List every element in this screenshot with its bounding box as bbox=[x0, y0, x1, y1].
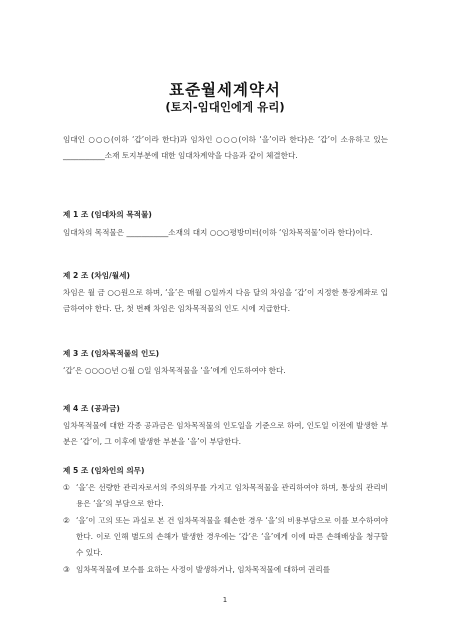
item-text: ‘을’이 고의 또는 과실로 본 건 임차목적물을 훼손한 경우 ‘을’의 비용부담으로 이를 보수하여야 한다. 이로 인해 별도의 손해가 발생한 경우에는 ‘갑’은 ‘을’에게 이에 따른 손해배상을 청구할 수 있다. bbox=[76, 516, 388, 557]
article-5-item-3 bbox=[63, 562, 388, 578]
article-5-item-2 bbox=[63, 513, 388, 561]
article-1-body: 임대차의 목적물은 ___________소재의 대지 ○○○평방미터(이하 ‘임차목적물’이라 한다)이다. bbox=[63, 228, 373, 237]
article-5-item-1 bbox=[63, 480, 388, 512]
item-number: ② bbox=[63, 516, 70, 525]
document-subtitle: (토지-임대인에게 유리) bbox=[165, 100, 285, 114]
item-number: ③ bbox=[63, 565, 70, 574]
item-number: ① bbox=[63, 483, 70, 492]
article-2-body: 차임은 월 금 ○○원으로 하며, ‘을’은 매월 ○일까지 다음 달의 차임을 ‘갑’이 지정한 통장계좌로 입금하여야 한다. 단, 첫 번째 차임은 임차목적물의 인도 시에 지급한다. bbox=[63, 288, 388, 313]
article-3-heading: 제 3 조 (임차목적물의 인도) bbox=[63, 349, 160, 358]
intro-paragraph: 임대인 ○○○(이하 ‘갑’이라 한다)과 임차인 ○○○(이하 ‘을’이라 한다)은 ‘갑’이 소유하고 있는 ___________소재 토지부분에 대한 임대차계약을 다음과 같이 체결한다. bbox=[63, 135, 388, 160]
article-5-heading: 제 5 조 (임차인의 의무) bbox=[63, 466, 145, 475]
document-title: 표준월세계약서 bbox=[169, 81, 281, 99]
article-4-body: 임차목적물에 대한 각종 공과금은 임차목적물의 인도일을 기준으로 하여, 인도일 이전에 발생한 부분은 ‘갑’이, 그 이후에 발생한 부분을 ‘을’이 부담한다. bbox=[63, 421, 388, 446]
article-1-heading: 제 1 조 (임대차의 목적물) bbox=[63, 210, 152, 219]
item-text: ‘을’은 선량한 관리자로서의 주의의무를 가지고 임차목적물을 관리하여야 하며, 통상의 관리비용은 ‘을’의 부담으로 한다. bbox=[76, 483, 388, 508]
article-4-heading: 제 4 조 (공과금) bbox=[63, 404, 120, 413]
article-2-heading: 제 2 조 (차임/월세) bbox=[63, 271, 130, 280]
article-3-body: ‘갑’은 ○○○○년 ○월 ○일 임차목적물을 ‘을’에게 인도하여야 한다. bbox=[63, 366, 286, 375]
page-number: 1 bbox=[222, 596, 228, 604]
item-text: 임차목적물에 보수를 요하는 사정이 발생하거나, 임차목적물에 대하여 권리를 bbox=[76, 565, 331, 574]
